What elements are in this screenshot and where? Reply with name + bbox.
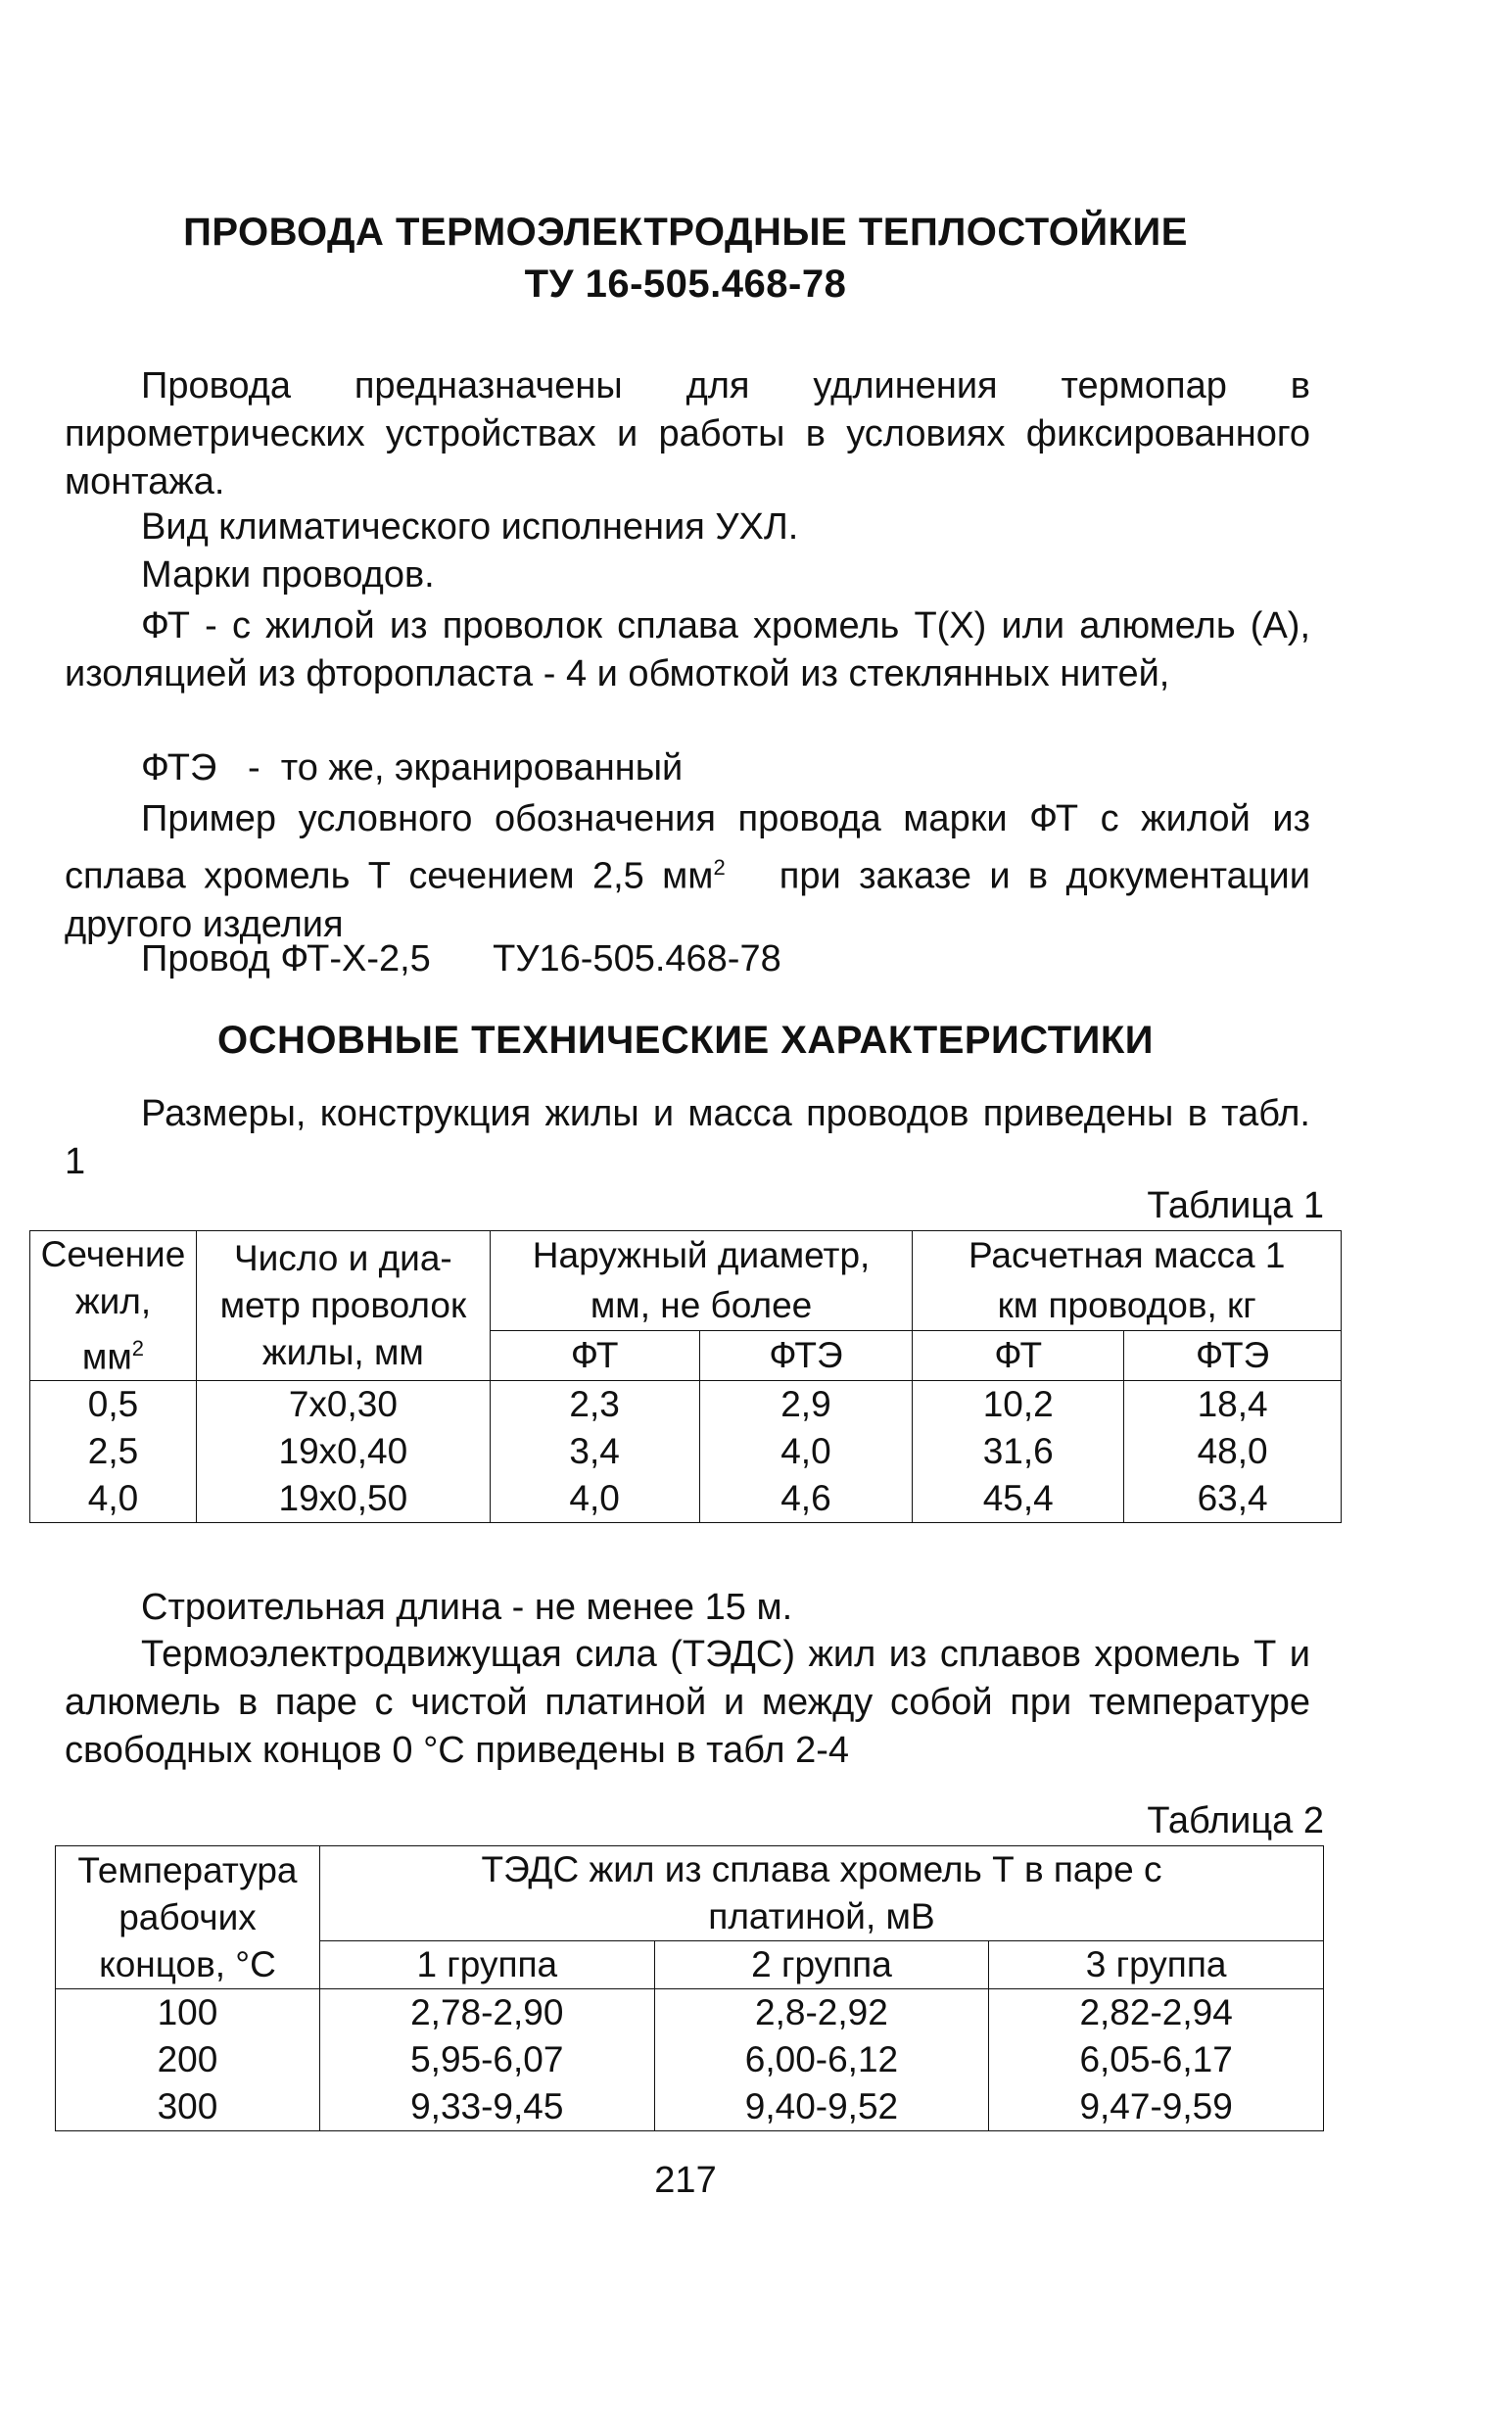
table2-header-emf-line2: платиной, мВ <box>319 1893 1323 1941</box>
document-spec-number: ТУ 16-505.468-78 <box>524 263 847 306</box>
table-cell: 7х0,30 <box>196 1381 490 1429</box>
intro-paragraph-purpose: Провода предназначены для удлинения термопар в пирометрических устройствах и работы в условиях фиксированного монтажа. <box>65 365 1310 502</box>
table-cell: 48,0 <box>1124 1428 1342 1475</box>
table2-caption: Таблица 2 <box>1147 1800 1324 1841</box>
table1-subheader-ft-mass: ФТ <box>913 1330 1124 1380</box>
table-cell: 4,0 <box>490 1475 699 1523</box>
example-text-end: при заказе и в документации другого изделия <box>65 855 1321 945</box>
table-cell: 6,05-6,17 <box>989 2036 1324 2083</box>
table-cell: 2,8-2,92 <box>654 1989 989 2037</box>
table1-header-wires: Число и диа- метр проволок жилы, мм <box>196 1231 490 1381</box>
table-row <box>56 1989 1324 2037</box>
intro-paragraph-brands: Марки проводов. <box>141 554 435 596</box>
table2-subheader-group-3: 3 группа <box>989 1941 1324 1989</box>
table-row <box>56 2036 1324 2083</box>
table-cell: 45,4 <box>913 1475 1124 1523</box>
construction-length: Строительная длина - не менее 15 м. <box>141 1587 793 1628</box>
table-cell: 3,4 <box>490 1428 699 1475</box>
intro-paragraph-ft: ФТ - с жилой из проволок сплава хромель Т(Х) или алюмель (А), изоляцией из фторопласта - 4 и обмоткой из стеклянных нитей, <box>65 605 1310 694</box>
table1-header-mass-line2: км проводов, кг <box>913 1280 1342 1330</box>
table-cell: 19х0,40 <box>196 1428 490 1475</box>
section-title: ОСНОВНЫЕ ТЕХНИЧЕСКИЕ ХАРАКТЕРИСТИКИ <box>216 1019 1155 1062</box>
table1-subheader-fte-mass: ФТЭ <box>1124 1330 1342 1380</box>
table-row <box>30 1475 1342 1523</box>
table-cell: 10,2 <box>913 1381 1124 1429</box>
table-cell: 2,9 <box>699 1381 913 1429</box>
table-cell: 2,82-2,94 <box>989 1989 1324 2037</box>
table-cell: 2,78-2,90 <box>319 1989 654 2037</box>
example-superscript: 2 <box>713 855 726 880</box>
emf-paragraph: Термоэлектродвижущая сила (ТЭДС) жил из сплавов хромель Т и алюмель в паре с чистой платиной и между собой при температуре свободных концов 0 °С приведены в табл 2-4 <box>65 1634 1310 1771</box>
table2-header-temperature: Температура рабочих концов, °С <box>56 1846 320 1989</box>
table-row <box>56 2083 1324 2131</box>
table-cell: 63,4 <box>1124 1475 1342 1523</box>
table-cell: 9,40-9,52 <box>654 2083 989 2131</box>
table-cell: 6,00-6,12 <box>654 2036 989 2083</box>
table-cell: 4,6 <box>699 1475 913 1523</box>
section-intro: Размеры, конструкция жилы и масса проводов приведены в табл. 1 <box>65 1093 1310 1182</box>
table-cell: 9,33-9,45 <box>319 2083 654 2131</box>
table1-subheader-ft-diameter: ФТ <box>490 1330 699 1380</box>
page-number: 217 <box>654 2160 717 2201</box>
intro-paragraph-climate: Вид климатического исполнения УХЛ. <box>141 506 799 548</box>
table2-header-emf: ТЭДС жил из сплава хромель Т в паре с <box>319 1846 1323 1894</box>
intro-paragraph-fte: ФТЭ - то же, экранированный <box>141 747 684 788</box>
table2-subheader-group-2: 2 группа <box>654 1941 989 1989</box>
table1-subheader-fte-diameter: ФТЭ <box>699 1330 913 1380</box>
table-cell: 9,47-9,59 <box>989 2083 1324 2131</box>
table2-subheader-group-1: 1 группа <box>319 1941 654 1989</box>
table-cell: 200 <box>56 2036 320 2083</box>
table-cell: 300 <box>56 2083 320 2131</box>
table-row <box>30 1381 1342 1429</box>
table-cell: 19х0,50 <box>196 1475 490 1523</box>
table-row <box>30 1428 1342 1475</box>
table-cell: 4,0 <box>699 1428 913 1475</box>
table-cell: 100 <box>56 1989 320 2037</box>
example-text-start: Пример условного обозначения провода марки ФТ с жилой из сплава хромель Т сечением 2,5 мм <box>65 798 1310 897</box>
table2 <box>55 1845 1324 2131</box>
intro-paragraph-example <box>65 795 1321 949</box>
table1-header-section: Сечение жил, $мм^2$ <box>30 1231 197 1381</box>
table-cell: 31,6 <box>913 1428 1124 1475</box>
intro-example-designation: Провод ФТ-Х-2,5 ТУ16-505.468-78 <box>141 938 781 979</box>
table-cell: 18,4 <box>1124 1381 1342 1429</box>
table-cell: 2,5 <box>30 1428 197 1475</box>
table1 <box>29 1230 1342 1523</box>
table-cell: 4,0 <box>30 1475 197 1523</box>
table1-caption: Таблица 1 <box>1147 1185 1324 1226</box>
table1-header-diameter-line2: мм, не более <box>490 1280 913 1330</box>
table-cell: 5,95-6,07 <box>319 2036 654 2083</box>
table1-header-mass: Расчетная масса 1 <box>913 1231 1342 1281</box>
document-title: ПРОВОДА ТЕРМОЭЛЕКТРОДНЫЕ ТЕПЛОСТОЙКИЕ <box>183 211 1188 254</box>
table-cell: 2,3 <box>490 1381 699 1429</box>
table-cell: 0,5 <box>30 1381 197 1429</box>
table1-header-diameter: Наружный диаметр, <box>490 1231 913 1281</box>
